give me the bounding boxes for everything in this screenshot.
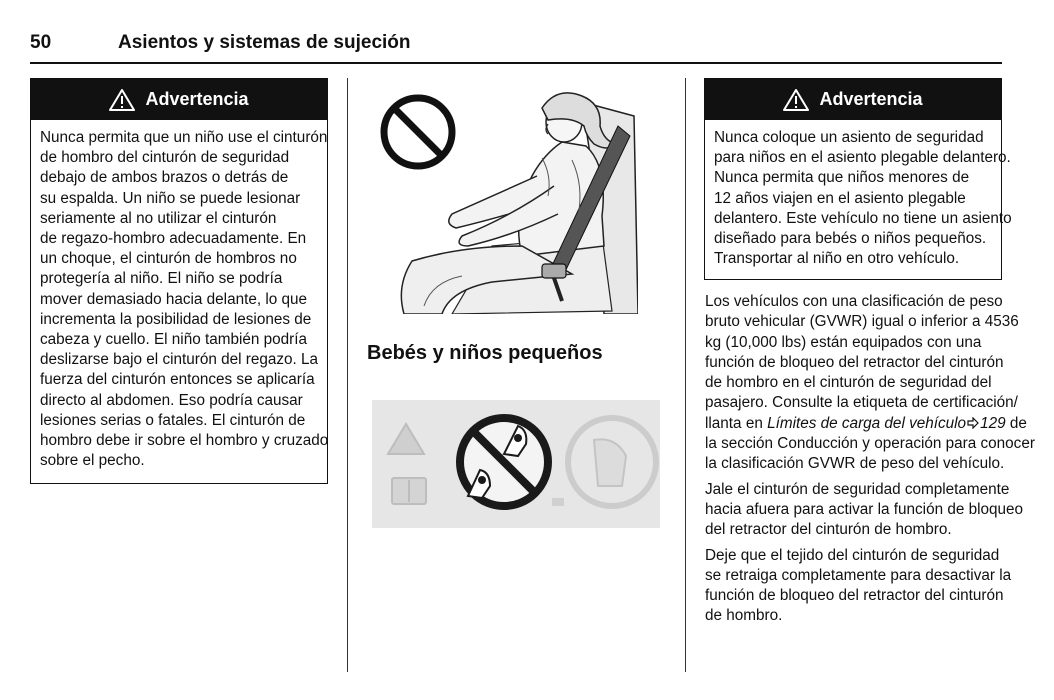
text-line: Los vehículos con una clasificación de peso xyxy=(705,293,1003,310)
column-divider-left xyxy=(347,78,348,672)
text-line: Nunca coloque un asiento de seguridad xyxy=(714,129,984,146)
subheading-infants: Bebés y niños pequeños xyxy=(367,342,603,364)
text-line: 12 años viajen en el asiento plegable xyxy=(714,189,966,207)
paragraph-activate-lock xyxy=(705,480,1024,541)
text-line: protegería al niño. El niño se podría xyxy=(40,270,283,288)
text-line-with-reference xyxy=(705,414,1027,434)
text-line: directo al abdomen. Eso podría causar xyxy=(40,391,303,409)
text-line: deslizarse bajo el cinturón del regazo. La xyxy=(40,351,319,369)
text-line: Transportar al niño en otro vehículo. xyxy=(714,250,960,268)
text-line: Deje que el tejido del cinturón de seguridad xyxy=(705,546,1000,564)
text-line: delantero. Este vehículo no tiene un asiento xyxy=(714,209,1012,227)
text-line: Nunca permita que un niño use el cinturón xyxy=(40,129,328,146)
text-line: función de bloqueo del retractor del cinturón xyxy=(705,587,1004,605)
section-title: Asientos y sistemas de sujeción xyxy=(118,32,411,53)
body-text-right xyxy=(705,292,1035,632)
text-line: seriamente al no utilizar el cinturón xyxy=(40,209,277,227)
text-line: diseñado para bebés o niños pequeños. xyxy=(714,230,987,248)
airbag-warning-label-image xyxy=(372,400,660,528)
page-number: 50 xyxy=(30,32,52,53)
text-line: de regazo-hombro adecuadamente. En xyxy=(40,230,307,248)
text-line: de hombro. xyxy=(705,607,783,625)
text-line: pasajero. Consulte la etiqueta de certificación/ xyxy=(705,394,1018,412)
text-line: cabeza y cuello. El niño también podría xyxy=(40,331,308,349)
text-line: un choque, el cinturón de hombros no xyxy=(40,250,297,268)
prohibition-icon xyxy=(384,98,452,166)
text-line: Jale el cinturón de seguridad completamente xyxy=(705,480,1010,498)
warning-text-left xyxy=(31,120,327,479)
warning-text-right xyxy=(705,120,1012,277)
text-line: del retractor del cinturón de hombro. xyxy=(705,521,952,539)
text-line: de hombro del cinturón de seguridad xyxy=(40,149,290,167)
paragraph-deactivate-lock xyxy=(705,546,1012,627)
warning-box-left xyxy=(30,78,328,484)
text-line: lesiones serias o fatales. El cinturón de xyxy=(40,411,306,429)
text-line: bruto vehicular (GVWR) igual o inferior a 4536 xyxy=(705,313,1019,331)
child-seatbelt-misuse-illustration xyxy=(372,86,638,314)
text-line: incrementa la posibilidad de lesiones de xyxy=(40,310,312,328)
column-divider-right xyxy=(685,78,686,672)
warning-triangle-icon xyxy=(783,88,809,112)
no-child-seat-icon xyxy=(460,418,548,506)
page-header xyxy=(30,30,1002,64)
text-line: se retraiga completamente para desactivar la xyxy=(705,566,1012,584)
warning-title-left: Advertencia xyxy=(145,89,249,109)
cross-reference-link[interactable]: Límites de carga del vehículo xyxy=(767,414,967,432)
text-line: la sección Conducción y operación para conocer xyxy=(705,435,1035,453)
text-line: su espalda. Un niño se puede lesionar xyxy=(40,189,301,207)
text-line: kg (10,000 lbs) están equipados con una xyxy=(705,333,982,351)
text-line: hombro debe ir sobre el hombro y cruzado xyxy=(40,432,329,450)
warning-triangle-icon xyxy=(109,88,135,112)
paragraph-gvwr xyxy=(705,292,1035,475)
text-line: mover demasiado hacia delante, lo que xyxy=(40,290,308,308)
cross-reference-page[interactable]: 129 xyxy=(980,414,1006,432)
text-line: la clasificación GVWR de peso del vehículo. xyxy=(705,455,1005,473)
reference-arrow-icon xyxy=(967,417,979,429)
text-line: función de bloqueo del retractor del cinturón xyxy=(705,353,1004,371)
warning-box-right xyxy=(704,78,1012,280)
warning-header-right xyxy=(705,79,1001,120)
text-line: de hombro en el cinturón de seguridad del xyxy=(705,374,992,392)
text-line: sobre el pecho. xyxy=(40,452,145,470)
warning-header-left xyxy=(31,79,327,120)
text-line: fuerza del cinturón entonces se aplicaría xyxy=(40,371,315,389)
text-fragment: de xyxy=(1005,414,1027,432)
warning-title-right: Advertencia xyxy=(819,89,923,109)
text-line: hacia afuera para activar la función de bloqueo xyxy=(705,500,1024,518)
text-line: debajo de ambos brazos o detrás de xyxy=(40,169,289,187)
text-line: Nunca permita que niños menores de xyxy=(714,169,970,187)
text-fragment: llanta en xyxy=(705,414,768,432)
text-line: para niños en el asiento plegable delantero. xyxy=(714,149,1011,167)
